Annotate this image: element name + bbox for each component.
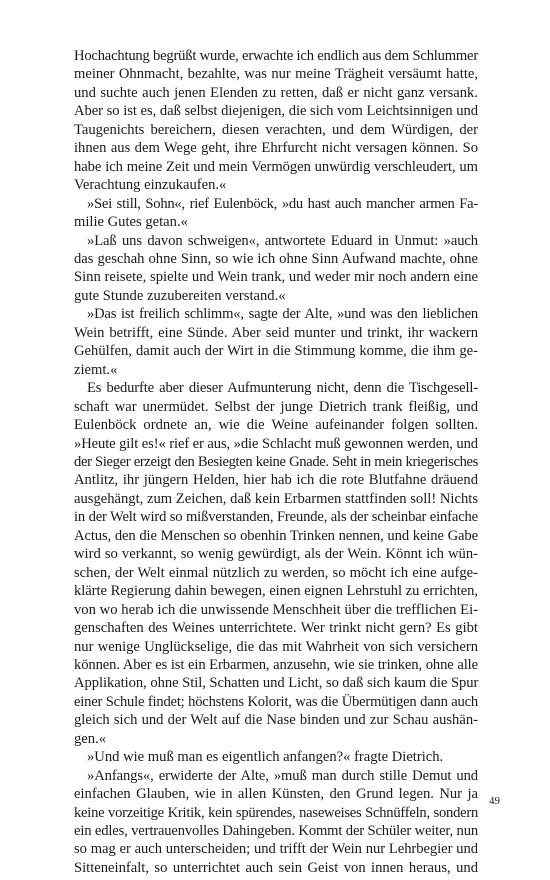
text-line: schen, der Welt einmal nützlich zu werden, so möcht ich eine aufge- xyxy=(74,564,478,581)
page-number: 49 xyxy=(489,795,500,807)
text-line: Gehülfen, damit auch der Wirt in die Stimmung komme, die ihm ge- xyxy=(74,343,478,360)
text-line: keine vorzeitige Kritik, kein spürendes, naseweises Schnüffeln, sondern xyxy=(74,804,478,821)
text-line: gleich sich und der Welt auf die Nase binden und zur Schau aushän- xyxy=(74,712,478,729)
text-line: »Laß uns davon schweigen«, antwortete Eduard in Unmut: »auch xyxy=(87,232,478,249)
text-line: »Anfangs«, erwiderte der Alte, »muß man durch stille Demut und xyxy=(87,767,478,784)
text-line: Hochachtung begrüßt wurde, erwachte ich endlich aus dem Schlummer xyxy=(74,48,478,64)
text-line: Verachtung einzukaufen.« xyxy=(74,177,227,194)
text-line: gute Stunde zuzubereiten verstand.« xyxy=(74,287,286,304)
text-line: ein edles, vertrauenvolles Dahingeben. Kommt der Schüler weiter, nun xyxy=(74,823,478,840)
text-line: Sinn reisete, spielte und Wein trank, und weder mir noch andern eine xyxy=(74,269,478,286)
text-line: ihnen aus dem Wege geht, ihre Ehrfurcht nicht versagen können. So xyxy=(74,140,478,157)
text-line: in der Welt wird so mißverstanden, Freunde, als der scheinbar einfache xyxy=(74,509,478,526)
text-line: milie Gutes getan.« xyxy=(74,214,188,231)
text-line: »Das ist freilich schlimm«, sagte der Alte, »und was den lieblichen xyxy=(87,306,478,323)
text-line: Taugenichts bereichern, diesen verachten, und dem Würdigen, der xyxy=(74,121,478,138)
text-line: von wo herab ich die unwissende Menschheit über die trefflichen Ei- xyxy=(74,601,478,618)
text-line: so mag er auch unterscheiden; und trifft der Wein nur Lehrbegier und xyxy=(74,841,478,858)
text-line: nur wenige Unglückselige, die das mit Wahrheit von sich versichern xyxy=(74,638,478,655)
text-line: meiner Ohnmacht, bezahlte, was nur meine Trägheit versäumt hatte, xyxy=(74,66,478,83)
text-line: Sitteneinfalt, so unterrichtet auch sein Geist von innen heraus, und xyxy=(74,859,478,876)
text-line: gen.« xyxy=(74,730,107,747)
text-line: habe ich meine Zeit und mein Vermögen unwürdig verschleudert, um xyxy=(74,158,478,175)
text-line: Antlitz, ihr jüngern Helden, hier hab ich die rote Blutfahne dräuend xyxy=(74,472,478,489)
text-line: ziemt.« xyxy=(74,361,118,378)
text-line: schaft war unermüdet. Selbst der junge Dietrich trank fleißig, und xyxy=(74,398,478,415)
text-line: Aber so ist es, daß selbst diejenigen, die sich vom Leichtsinnigen und xyxy=(74,103,478,120)
text-line: »Heute gilt es!« rief er aus, »die Schlacht muß gewonnen werden, und xyxy=(74,435,478,452)
text-line: klärte Regierung dahin bewegen, einen eignen Lehrstuhl zu errichten, xyxy=(74,583,478,600)
text-line: Wein betrifft, eine Sünde. Aber seid munter und trinkt, ihr wackern xyxy=(74,324,478,341)
text-line: einer Schule findet; höchstens Kolorit, was die Übermütigen dann auch xyxy=(74,693,478,710)
text-line: Actus, den die Menschen so obenhin Trinken nennen, und keine Gabe xyxy=(74,527,478,544)
text-line: der Sieger erzeigt den Besiegten keine Gnade. Seht in mein kriegerisches xyxy=(74,453,478,470)
text-line: ausgehängt, zum Zeichen, daß kein Erbarmen stattfinden soll! Nichts xyxy=(74,490,478,507)
text-line: das geschah ohne Sinn, so wie ich ohne Sinn Aufwand machte, ohne xyxy=(74,250,478,267)
body-text xyxy=(74,47,478,877)
text-line: Applikation, ohne Stil, Schatten und Licht, so daß sich kaum die Spur xyxy=(74,675,479,692)
text-line: »Sei still, Sohn«, rief Eulenböck, »du hast auch mancher armen Fa- xyxy=(87,195,478,212)
text-line: wird so verkannt, so wenig gewürdigt, als der Wein. Könnt ich wün- xyxy=(74,546,478,563)
text-line: können. Aber es ist ein Erbarmen, anzusehn, wie sie trinken, ohne alle xyxy=(74,656,478,673)
text-line: Es bedurfte aber dieser Aufmunterung nicht, denn die Tischgesell- xyxy=(87,380,478,397)
text-line: einfachen Glauben, wie in allen Künsten, den Grund legen. Nur ja xyxy=(74,786,478,803)
text-line: und suchte auch jenen Elenden zu retten, daß er nicht ganz versank. xyxy=(74,84,478,101)
text-line: »Und wie muß man es eigentlich anfangen?« fragte Dietrich. xyxy=(87,749,444,766)
text-line: genschaften des Weines unterrichtete. Wer trinkt nicht gern? Es gibt xyxy=(74,620,478,637)
text-line: Eulenböck ordnete an, wie die Weine aufeinander folgen sollten. xyxy=(74,417,478,434)
